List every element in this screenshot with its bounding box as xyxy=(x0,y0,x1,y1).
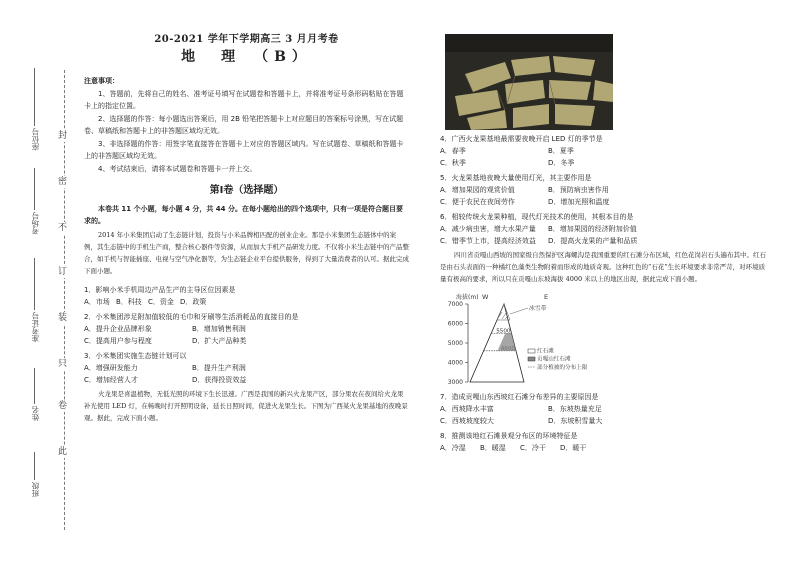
mountain-profile-diagram xyxy=(440,292,620,388)
options xyxy=(440,184,770,196)
option-a[interactable]: A．冷湿 xyxy=(440,443,466,452)
right-column xyxy=(440,34,770,454)
option-c[interactable]: C．秋季 xyxy=(440,159,466,167)
question-stem: 6．相较传统火龙果种植，现代灯光技术的使用，其根本目的是 xyxy=(440,213,634,221)
options xyxy=(84,362,409,374)
seal-char: 装 xyxy=(58,313,68,323)
options xyxy=(440,145,770,157)
question-stem: 8．推测该地红石滩景观分布区的环境特征是 xyxy=(440,431,578,440)
passage-red-stone: 四川省贡嘎山西坡的国家级自然保护区海螺沟是我国重要的红石滩分布区域，红色花岗岩石头遍布其中。红石是由石头表面的一种橘红色藻类生物附着而形成的地质奇观。这种红色的“石花”生长环境要求非常严苛，对环境质量有极高的要求，所以只在贡嘎山东坡海拔 4000 米以上的地区出现，据此完成下面小题。 xyxy=(440,251,766,283)
options xyxy=(440,415,770,427)
y-tick-label: 5000 xyxy=(447,339,463,347)
subject-title: 地 理 （B） xyxy=(181,49,312,65)
question-stem: 1．影响小米手机周边产品生产的主导区位因素是 xyxy=(84,285,236,294)
section-instructions: 本卷共 11 个小题，每小题 4 分，共 44 分。在每小题给出的四个选项中，只有一项是符合题目要求的。 xyxy=(84,205,403,225)
option-b[interactable]: B．增加销售利润 xyxy=(192,324,246,333)
section-title: 第Ⅰ卷（选择题） xyxy=(209,185,284,196)
option-c[interactable]: C．便于农民在夜间劳作 xyxy=(440,198,515,206)
y-axis-label: 海拔(m) xyxy=(456,293,479,301)
option-c[interactable]: C．增加经营人才 xyxy=(84,375,138,384)
options xyxy=(84,335,409,347)
option-d[interactable]: D．东坡积雪量大 xyxy=(548,416,603,425)
seal-char: 封 xyxy=(58,131,68,141)
dragonfruit-farm-photo xyxy=(445,34,613,130)
note-item: 2、选择题的作答：每小题选出答案后，用 2B 铅笔把答题卡上对应题目的答案标号涂黑，写在试题卷、草稿纸和答题卡上的非答题区域均无效。 xyxy=(84,115,404,135)
direction-west-label: W xyxy=(482,292,489,301)
mountain-shape xyxy=(470,304,524,382)
note-item: 4、考试结束后，请将本试题卷和答题卡一并上交。 xyxy=(98,165,257,173)
seal-char: 密 xyxy=(58,177,68,187)
seal-char: 此 xyxy=(58,447,68,457)
option-c[interactable]: C．资金 xyxy=(148,297,174,306)
options xyxy=(440,196,770,208)
seal-char: 只 xyxy=(58,359,68,369)
options xyxy=(440,223,770,235)
question-stem: 4．广西火龙果基地最需要夜晚开启 LED 灯的季节是 xyxy=(440,135,603,143)
question-stem: 2．小米集团涉足附加值较低的毛巾和牙刷等生活消耗品的直接目的是 xyxy=(84,312,299,321)
question-4 xyxy=(440,133,770,169)
option-b[interactable]: B．增加果园的经济附加价值 xyxy=(548,225,637,233)
option-b[interactable]: B．夏季 xyxy=(548,147,574,155)
class-label: 班级 xyxy=(31,482,40,497)
direction-east-label: E xyxy=(544,292,549,301)
option-d[interactable]: D．暖干 xyxy=(560,443,587,452)
options xyxy=(440,403,770,415)
profile-svg xyxy=(440,292,620,388)
options xyxy=(84,296,409,308)
note-item: 3、非选择题的作答：用签字笔直接答在答题卡上对应的答题区域内。写在试题卷、草稿纸和答题卡上的非答题区域均无效。 xyxy=(84,140,404,160)
option-a[interactable]: A．市场 xyxy=(84,297,110,306)
legend-gongga-red-stone: 贡嘎山红石滩 xyxy=(537,356,571,362)
option-d[interactable]: D．获得投资效益 xyxy=(192,375,247,384)
legend-snow: 冰雪带 xyxy=(529,305,547,312)
name-label: 姓名 xyxy=(31,406,40,421)
option-d[interactable]: D．冬季 xyxy=(548,159,575,167)
y-tick-label: 4000 xyxy=(447,359,463,366)
seal-char: 不 xyxy=(58,223,68,233)
admission-number-line[interactable] xyxy=(34,258,35,310)
option-b[interactable]: B．科技 xyxy=(116,297,142,306)
binding-margin xyxy=(0,0,80,562)
options xyxy=(84,323,409,335)
exam-title: 20-2021 学年下学期高三 3 月月考卷 xyxy=(154,34,339,45)
seal-char: 卷 xyxy=(58,401,68,411)
question-stem: 3．小米集团实施生态链计划可以 xyxy=(84,351,187,360)
question-5 xyxy=(440,172,770,208)
admission-number-label: 准考证号 xyxy=(31,312,40,342)
question-7 xyxy=(440,391,770,427)
option-a[interactable]: A．减少病虫害，增大水果产量 xyxy=(440,225,536,233)
legend-vegetation: 部分植被的分布上限 xyxy=(537,364,588,371)
options xyxy=(440,157,770,169)
question-stem: 7．造成贡嘎山东西坡红石滩分布差异的主要原因是 xyxy=(440,392,599,401)
option-a[interactable]: A．增加果园的观赏价值 xyxy=(440,186,515,194)
option-b[interactable]: B．东坡热量充足 xyxy=(548,404,602,413)
option-d[interactable]: D．扩大产品种类 xyxy=(192,336,247,345)
option-a[interactable]: A．春季 xyxy=(440,147,466,155)
elevation-marker-label: 5500 xyxy=(496,327,511,334)
question-2 xyxy=(84,311,409,347)
notes-heading: 注意事项： xyxy=(84,77,119,85)
option-a[interactable]: A．西坡降水丰富 xyxy=(440,404,494,413)
option-a[interactable]: A．提升企业品牌形象 xyxy=(84,324,152,333)
option-b[interactable]: B．提升生产利润 xyxy=(192,363,246,372)
seat-number-line[interactable] xyxy=(34,68,35,126)
option-d[interactable]: D．提高火龙果的产量和品质 xyxy=(548,237,638,245)
option-d[interactable]: D．政策 xyxy=(180,297,207,306)
passage-dragonfruit: 火龙果是喜温植物，无低光照的环境下生长迅速。广西是我国的新兴火龙果产区，部分果农在夜间给火龙果补光使用 LED 灯，在畅晚时打开照明设备，延长日照时间，促进火龙果生长。下图为广西某火龙果基地的夜晚景观。据此，完成下面小题。 xyxy=(84,389,408,422)
question-3 xyxy=(84,350,409,386)
option-b[interactable]: B．预防病虫害作用 xyxy=(548,186,609,194)
option-c[interactable]: C．冷干 xyxy=(520,443,546,452)
name-line[interactable] xyxy=(34,368,35,404)
options xyxy=(84,374,409,386)
question-stem: 5．火龙果基地夜晚大量使用灯光，其主要作用是 xyxy=(440,174,592,182)
exam-room-line[interactable] xyxy=(34,168,35,210)
y-tick-label: 3000 xyxy=(447,378,463,386)
left-column xyxy=(84,34,409,430)
legend-swatch-red-stone xyxy=(528,349,535,353)
question-6 xyxy=(440,211,770,247)
seat-number-label: 座位号 xyxy=(31,128,40,151)
legend-leader-snow xyxy=(510,308,528,314)
exam-room-label: 考场号 xyxy=(31,212,40,235)
option-c[interactable]: C．错季节上市，提高经济效益 xyxy=(440,237,536,245)
seal-char: 订 xyxy=(58,267,68,277)
question-8 xyxy=(440,430,770,454)
options xyxy=(440,235,770,247)
passage-xiaomi: 2014 年小米集团启动了生态链计划，投资与小米品牌相匹配的创业企业。那是小米集团生态链体中的案例，其生态链中的手机生产商，整合核心器件等资源，从而加大手机产品研发力度。不仅将小米生态链中的产品整合，如手机与智能插座、电视与空气净化器等，为生态链企业平台提供服务，得到了大量消费者的认可。据此完成下面小题。 xyxy=(84,231,409,275)
options xyxy=(440,442,770,454)
option-a[interactable]: A．增强研发能力 xyxy=(84,363,138,372)
option-b[interactable]: B．暖湿 xyxy=(480,443,506,452)
legend-swatch-gongga-red-stone xyxy=(528,357,535,361)
note-item: 1、答题前，先将自己的姓名、准考证号填写在试题卷和答题卡上，并将准考证号条形码粘贴在答题卡上的指定位置。 xyxy=(84,90,404,110)
question-1 xyxy=(84,284,409,308)
y-tick-label: 7000 xyxy=(447,300,463,308)
option-c[interactable]: C．提高用户参与程度 xyxy=(84,336,152,345)
y-tick-label: 6000 xyxy=(447,320,463,327)
legend-red-stone: 红石滩 xyxy=(537,348,554,354)
option-d[interactable]: D．增加光照和温度 xyxy=(548,198,610,206)
class-line[interactable] xyxy=(34,452,35,480)
option-c[interactable]: C．西坡坡度较大 xyxy=(440,416,494,425)
